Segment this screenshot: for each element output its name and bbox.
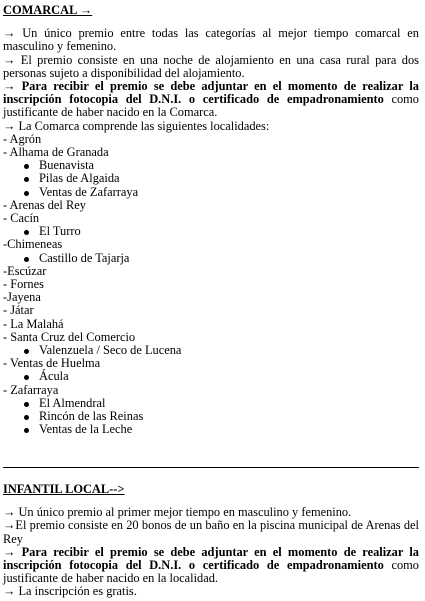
locality-item: - Cacín — [3, 211, 40, 226]
section-divider — [3, 467, 419, 468]
infantil-heading: INFANTIL LOCAL--> — [3, 482, 125, 496]
bullet-icon — [24, 191, 29, 196]
comarcal-paragraph: → Un único premio entre todas las categorías al mejor tiempo comarcal en masculino y femenino. — [3, 26, 419, 54]
hamlet-label: Ácula — [39, 369, 69, 384]
bullet-icon — [24, 230, 29, 235]
hamlet-label: Rincón de las Reinas — [39, 409, 144, 424]
locality-item: - Zafarraya — [3, 382, 59, 397]
locality-item: - Fornes — [3, 277, 44, 292]
hamlet-label: El Turro — [39, 224, 81, 239]
hamlet-label: El Almendral — [39, 395, 106, 410]
hamlet-item — [3, 252, 419, 265]
infantil-paragraph: →El premio consiste en 20 bonos de un baño en la piscina municipal de Arenas del Rey — [3, 518, 419, 546]
hamlet-item — [3, 225, 419, 238]
hamlet-item — [3, 423, 419, 436]
bullet-icon — [24, 164, 29, 169]
bullet-icon — [24, 257, 29, 262]
hamlet-label: Buenavista — [39, 158, 95, 173]
locality-item: - Agrón — [3, 131, 42, 146]
locality-item: -Chimeneas — [3, 237, 63, 252]
infantil-closing: → La inscripción es gratis. — [3, 584, 137, 599]
requirement-bold-text: → Para recibir el premio se debe adjuntar en el momento de realizar la inscripción fotocopia del D.N.I. o certificado de empadronamiento — [3, 79, 419, 107]
hamlet-label: Ventas de la Leche — [39, 422, 133, 437]
locality-item: - Alhama de Granada — [3, 145, 109, 160]
localities-list — [3, 133, 419, 437]
comarcal-section — [3, 4, 419, 437]
hamlet-label: Valenzuela / Seco de Lucena — [39, 343, 182, 358]
comarcal-paragraph: → El premio consiste en una noche de alojamiento en una casa rural para dos personas sujeto a disponibilidad del alojamiento. — [3, 52, 419, 80]
requirement-text: como justificante de haber nacido en la Comarca. — [3, 92, 419, 120]
locality-item: -Escúzar — [3, 263, 47, 278]
hamlet-label: Castillo de Tajarja — [39, 250, 130, 265]
localities-intro: → La Comarca comprende las siguientes localidades: — [3, 118, 270, 133]
locality-item: -Jayena — [3, 290, 41, 305]
locality-item: - Ventas de Huelma — [3, 356, 101, 371]
infantil-paragraph: → Un único premio al primer mejor tiempo en masculino y femenino. — [3, 505, 352, 520]
locality-item: - Arenas del Rey — [3, 197, 86, 212]
requirement-bold-text: → Para recibir el premio se debe adjuntar en el momento de realizar la inscripción fotocopia del D.N.I. o certificado de empadronamiento — [3, 544, 419, 573]
bullet-icon — [24, 177, 29, 182]
infantil-section — [3, 483, 419, 599]
hamlet-item — [3, 186, 419, 199]
locality-item: - Játar — [3, 303, 34, 318]
hamlet-label: Ventas de Zafarraya — [39, 184, 139, 199]
locality-item: - La Malahá — [3, 316, 64, 331]
bullet-icon — [24, 349, 29, 354]
bullet-icon — [24, 402, 29, 407]
comarcal-heading: COMARCAL → — [3, 3, 93, 17]
bullet-icon — [24, 375, 29, 380]
comarcal-requirement — [3, 80, 419, 120]
bullet-icon — [24, 415, 29, 420]
infantil-requirement — [3, 546, 419, 586]
hamlet-item — [3, 370, 419, 383]
bullet-icon — [24, 428, 29, 433]
hamlet-item — [3, 344, 419, 357]
locality-item: - Santa Cruz del Comercio — [3, 329, 136, 344]
hamlet-label: Pilas de Algaida — [39, 171, 120, 186]
requirement-text: como justificante de haber nacido en la localidad. — [3, 558, 419, 586]
